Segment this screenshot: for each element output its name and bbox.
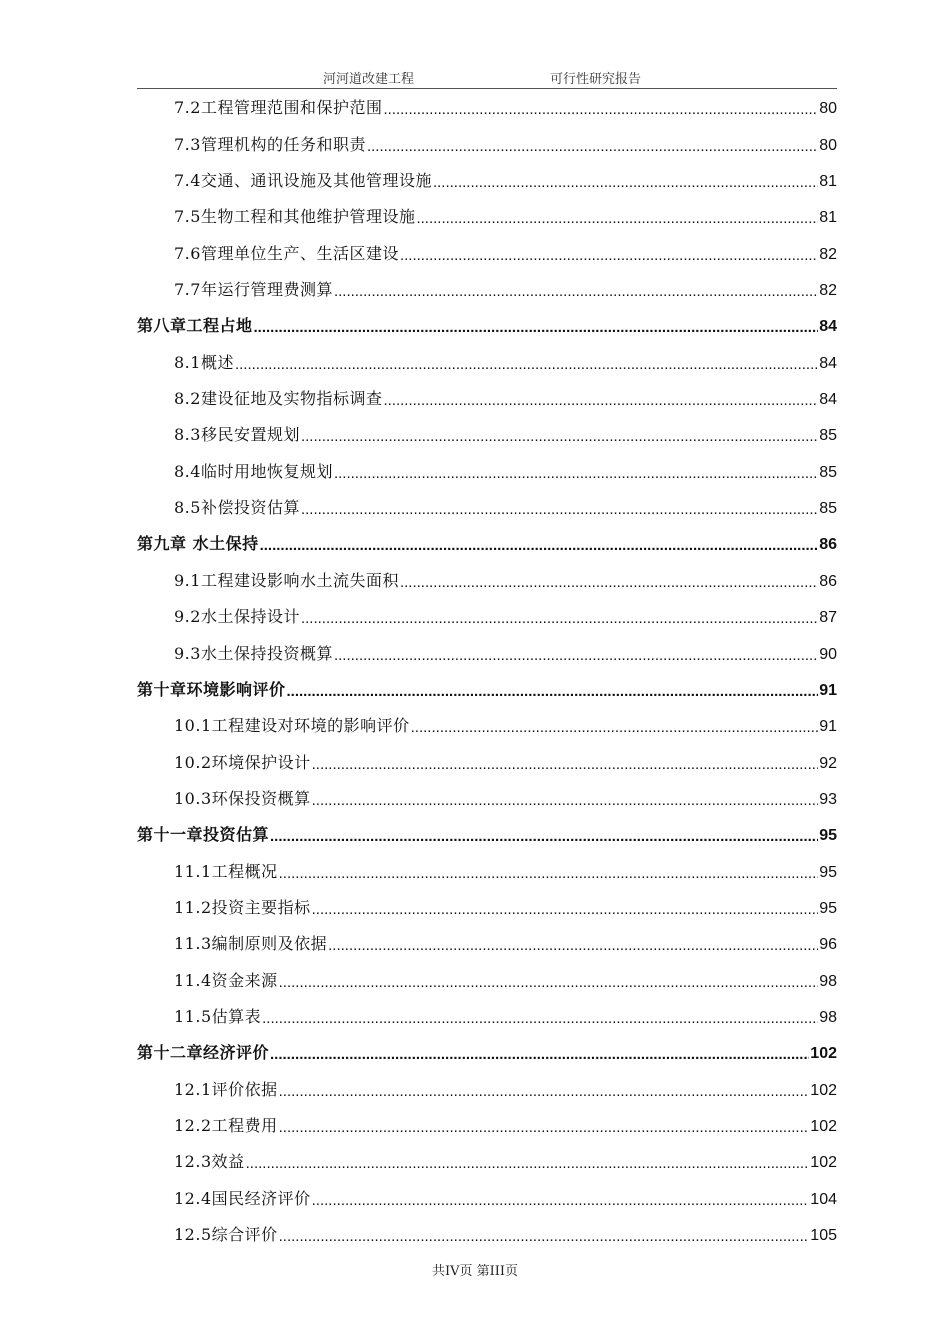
toc-entry-page-number: 84 — [819, 318, 837, 336]
toc-entry-title: 12.5综合评价 — [174, 1225, 278, 1244]
toc-dot-leader — [262, 1010, 818, 1027]
toc-entry-title: 第九章 水土保持 — [137, 534, 259, 554]
toc-section-entry[interactable] — [137, 90, 837, 126]
toc-entry-title: 9.2水土保持设计 — [174, 607, 300, 627]
toc-entry-title: 10.1工程建设对环境的影响评价 — [174, 716, 410, 736]
page-footer: 共IV页 第III页 — [431, 1264, 519, 1279]
toc-entry-title: 第十一章投资估算 — [137, 825, 270, 845]
toc-entry-page-number: 84 — [819, 391, 837, 409]
toc-entry-page-number: 91 — [819, 681, 837, 699]
toc-entry-page-number: 102 — [810, 1154, 837, 1172]
toc-entry-page-number: 85 — [819, 427, 837, 445]
toc-chapter-entry[interactable] — [137, 1035, 837, 1071]
toc-entry-title: 12.1评价依据 — [174, 1079, 278, 1099]
toc-entry-title: 11.3编制原则及依据 — [174, 934, 328, 954]
toc-section-entry[interactable] — [137, 999, 837, 1035]
toc-section-entry[interactable] — [137, 1108, 837, 1144]
toc-section-entry[interactable] — [137, 1180, 837, 1216]
toc-entry-title: 12.4国民经济评价 — [174, 1188, 311, 1208]
toc-section-entry[interactable] — [137, 272, 837, 308]
toc-entry-title: 8.4临时用地恢复规划 — [174, 461, 333, 481]
page-header — [137, 60, 837, 89]
toc-entry-title: 9.1工程建设影响水土流失面积 — [174, 570, 399, 590]
toc-dot-leader — [400, 574, 818, 591]
toc-dot-leader — [279, 865, 819, 882]
toc-entry-page-number: 81 — [819, 173, 837, 191]
toc-dot-leader — [383, 392, 818, 409]
table-of-contents — [137, 90, 837, 1253]
toc-entry-page-number: 102 — [810, 1081, 837, 1099]
toc-dot-leader — [312, 1192, 810, 1209]
toc-entry-page-number: 92 — [819, 754, 837, 772]
toc-entry-page-number: 96 — [819, 936, 837, 954]
toc-dot-leader — [301, 501, 818, 518]
toc-section-entry[interactable] — [137, 381, 837, 417]
toc-section-entry[interactable] — [137, 163, 837, 199]
toc-entry-page-number: 95 — [819, 827, 837, 845]
toc-section-entry[interactable] — [137, 1217, 837, 1253]
toc-entry-title: 第十章环境影响评价 — [137, 679, 286, 699]
toc-entry-title: 7.3管理机构的任务和职责 — [174, 134, 366, 154]
toc-section-entry[interactable] — [137, 926, 837, 962]
toc-dot-leader — [383, 101, 818, 118]
toc-chapter-entry[interactable] — [137, 672, 837, 708]
toc-dot-leader — [301, 610, 818, 627]
toc-dot-leader — [260, 537, 819, 554]
toc-dot-leader — [235, 356, 818, 373]
toc-entry-title: 7.6管理单位生产、生活区建设 — [174, 243, 399, 263]
toc-entry-page-number: 98 — [819, 1008, 837, 1026]
toc-section-entry[interactable] — [137, 744, 837, 780]
toc-section-entry[interactable] — [137, 708, 837, 744]
toc-entry-page-number: 86 — [819, 572, 837, 590]
toc-entry-title: 10.2环境保护设计 — [174, 752, 311, 772]
toc-dot-leader — [367, 138, 818, 155]
toc-entry-title: 11.5估算表 — [174, 1006, 262, 1026]
toc-section-entry[interactable] — [137, 344, 837, 380]
toc-entry-title: 7.4交通、通讯设施及其他管理设施 — [174, 171, 432, 191]
toc-entry-title: 8.3移民安置规划 — [174, 425, 300, 445]
toc-section-entry[interactable] — [137, 199, 837, 235]
toc-dot-leader — [328, 937, 818, 954]
toc-dot-leader — [279, 1228, 810, 1245]
toc-entry-title: 8.5补偿投资估算 — [174, 498, 300, 518]
toc-entry-page-number: 95 — [819, 863, 837, 881]
toc-entry-title: 7.7年运行管理费测算 — [174, 280, 333, 300]
toc-entry-page-number: 93 — [819, 790, 837, 808]
toc-entry-page-number: 86 — [819, 536, 837, 554]
toc-dot-leader — [270, 1046, 809, 1063]
toc-entry-page-number: 102 — [810, 1117, 837, 1135]
toc-entry-page-number: 91 — [819, 718, 837, 736]
toc-dot-leader — [334, 283, 818, 300]
toc-chapter-entry[interactable] — [137, 308, 837, 344]
toc-section-entry[interactable] — [137, 962, 837, 998]
toc-section-entry[interactable] — [137, 490, 837, 526]
toc-entry-title: 8.2建设征地及实物指标调查 — [174, 389, 383, 409]
toc-entry-title: 12.2工程费用 — [174, 1115, 278, 1135]
toc-entry-title: 9.3水土保持投资概算 — [174, 643, 333, 663]
header-project-name: 河河道改建工程 — [323, 72, 415, 87]
toc-entry-title: 第十二章经济评价 — [137, 1043, 270, 1063]
toc-section-entry[interactable] — [137, 635, 837, 671]
toc-section-entry[interactable] — [137, 417, 837, 453]
toc-section-entry[interactable] — [137, 781, 837, 817]
toc-dot-leader — [433, 174, 818, 191]
toc-entry-page-number: 105 — [810, 1227, 837, 1244]
toc-entry-title: 11.2投资主要指标 — [174, 897, 311, 917]
toc-dot-leader — [411, 719, 819, 736]
toc-entry-page-number: 102 — [810, 1045, 837, 1063]
toc-entry-page-number: 81 — [819, 209, 837, 227]
toc-dot-leader — [312, 756, 819, 773]
toc-entry-title: 11.1工程概况 — [174, 861, 278, 881]
toc-entry-page-number: 85 — [819, 463, 837, 481]
toc-dot-leader — [287, 683, 819, 700]
toc-dot-leader — [279, 1083, 810, 1100]
toc-entry-page-number: 90 — [819, 645, 837, 663]
toc-entry-page-number: 95 — [819, 899, 837, 917]
toc-entry-title: 7.5生物工程和其他维护管理设施 — [174, 207, 416, 227]
toc-section-entry[interactable] — [137, 1144, 837, 1180]
toc-entry-page-number: 80 — [819, 100, 837, 118]
toc-dot-leader — [301, 428, 818, 445]
toc-section-entry[interactable] — [137, 235, 837, 271]
toc-section-entry[interactable] — [137, 599, 837, 635]
toc-entry-page-number: 85 — [819, 500, 837, 518]
toc-dot-leader — [312, 792, 819, 809]
toc-entry-page-number: 80 — [819, 136, 837, 154]
toc-dot-leader — [416, 210, 818, 227]
toc-entry-page-number: 82 — [819, 282, 837, 300]
toc-chapter-entry[interactable] — [137, 526, 837, 562]
toc-section-entry[interactable] — [137, 1071, 837, 1107]
toc-dot-leader — [246, 1155, 810, 1172]
toc-entry-page-number: 87 — [819, 609, 837, 627]
toc-entry-page-number: 104 — [810, 1190, 837, 1208]
toc-entry-title: 8.1概述 — [174, 352, 234, 372]
toc-entry-title: 10.3环保投资概算 — [174, 788, 311, 808]
toc-section-entry[interactable] — [137, 126, 837, 162]
toc-dot-leader — [312, 901, 819, 918]
toc-section-entry[interactable] — [137, 853, 837, 889]
toc-section-entry[interactable] — [137, 453, 837, 489]
toc-dot-leader — [279, 974, 819, 991]
toc-dot-leader — [254, 319, 819, 336]
toc-entry-title: 12.3效益 — [174, 1152, 245, 1172]
toc-entry-page-number: 84 — [819, 354, 837, 372]
header-report-type: 可行性研究报告 — [550, 72, 642, 87]
toc-entry-title: 11.4资金来源 — [174, 970, 278, 990]
toc-section-entry[interactable] — [137, 562, 837, 598]
toc-dot-leader — [279, 1119, 810, 1136]
toc-entry-title: 7.2工程管理范围和保护范围 — [174, 98, 383, 118]
toc-chapter-entry[interactable] — [137, 817, 837, 853]
toc-entry-page-number: 82 — [819, 245, 837, 263]
toc-entry-page-number: 98 — [819, 972, 837, 990]
toc-dot-leader — [400, 247, 818, 264]
toc-dot-leader — [334, 465, 818, 482]
toc-dot-leader — [270, 828, 818, 845]
toc-section-entry[interactable] — [137, 890, 837, 926]
toc-dot-leader — [334, 647, 818, 664]
toc-entry-title: 第八章工程占地 — [137, 316, 253, 336]
